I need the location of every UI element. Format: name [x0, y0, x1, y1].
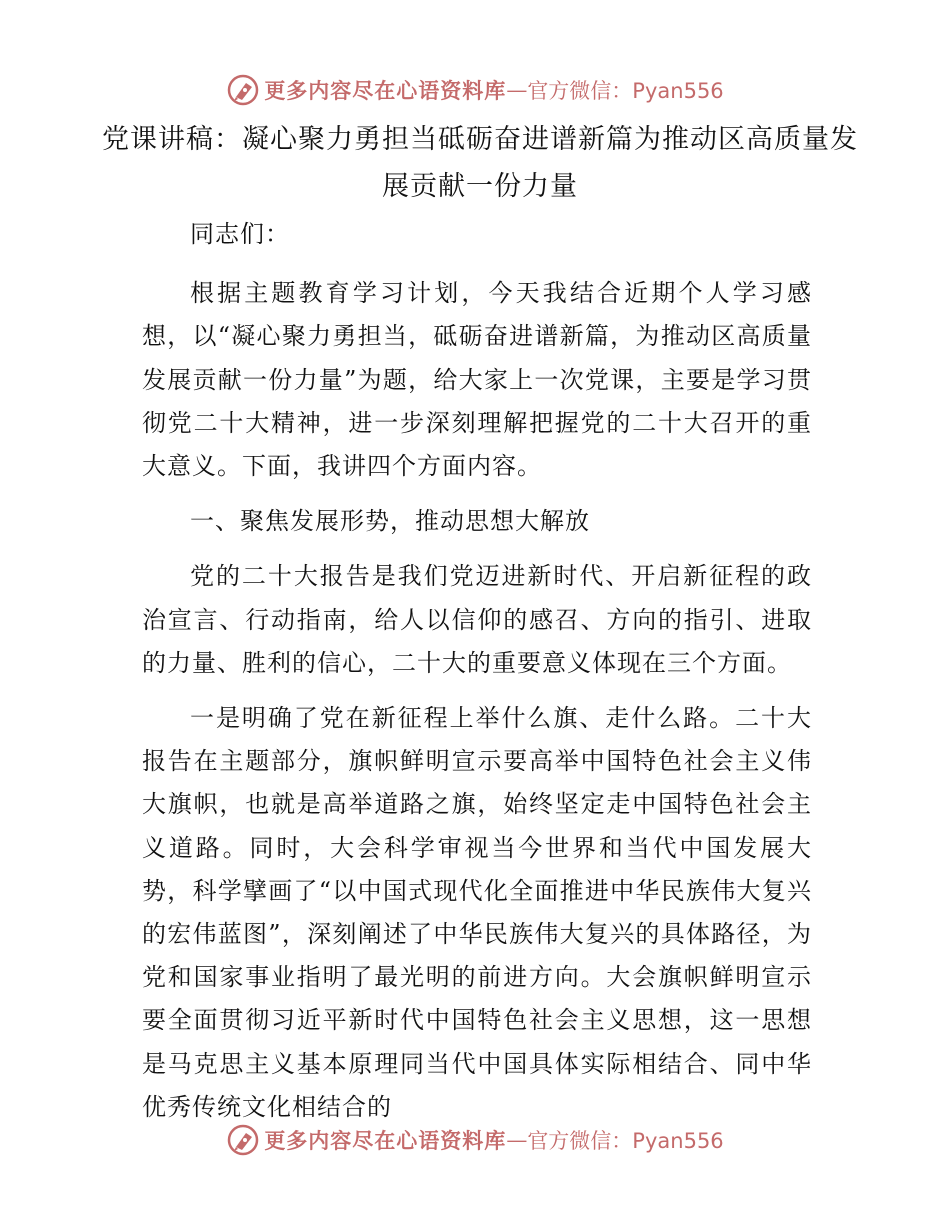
banner-text: 更多内容尽在心语资料库: [264, 1128, 507, 1153]
banner-wechat: 官方微信：Pyan556: [527, 79, 724, 103]
header-banner: [0, 70, 950, 110]
pen-nib-logo-icon: [226, 1123, 260, 1157]
greeting: 同志们：: [190, 220, 290, 248]
banner-separator: —: [506, 78, 528, 102]
banner-text: 更多内容尽在心语资料库: [264, 78, 507, 103]
banner-separator: —: [506, 1128, 528, 1152]
paragraph: 一是明确了党在新征程上举什么旗、走什么路。二十大报告在主题部分，旗帜鲜明宣示要高举中国特色社会主义伟大旗帜，也就是高举道路之旗，始终坚定走中国特色社会主义道路。同时，大会科学审视当今世界和当代中国发展大势，科学擘画了“以中国式现代化全面推进中华民族伟大复兴的宏伟蓝图”，深刻阐述了中华民族伟大复兴的具体路径，为党和国家事业指明了最光明的前进方向。大会旗帜鲜明宣示要全面贯彻习近平新时代中国特色社会主义思想，这一思想是马克思主义基本原理同当代中国具体实际相结合、同中华优秀传统文化相结合的: [142, 704, 812, 1121]
document-title: 党课讲稿：凝心聚力勇担当砥砺奋进谱新篇为推动区高质量发展贡献一份力量: [102, 124, 858, 202]
section-heading: 一、聚焦发展形势，推动思想大解放: [190, 507, 590, 536]
paragraph: 根据主题教育学习计划，今天我结合近期个人学习感想，以“凝心聚力勇担当，砥砺奋进谱新篇，为推动区高质量发展贡献一份力量”为题，给大家上一次党课，主要是学习贯彻党二十大精神，进一步深刻理解把握党的二十大召开的重大意义。下面，我讲四个方面内容。: [142, 279, 812, 481]
document-body: [142, 213, 812, 1141]
banner-wechat: 官方微信：Pyan556: [527, 1129, 724, 1153]
paragraph: 党的二十大报告是我们党迈进新时代、开启新征程的政治宣言、行动指南，给人以信仰的感召、方向的指引、进取的力量、胜利的信心，二十大的重要意义体现在三个方面。: [142, 562, 812, 677]
pen-nib-logo-icon: [226, 73, 260, 107]
footer-banner: [0, 1120, 950, 1160]
